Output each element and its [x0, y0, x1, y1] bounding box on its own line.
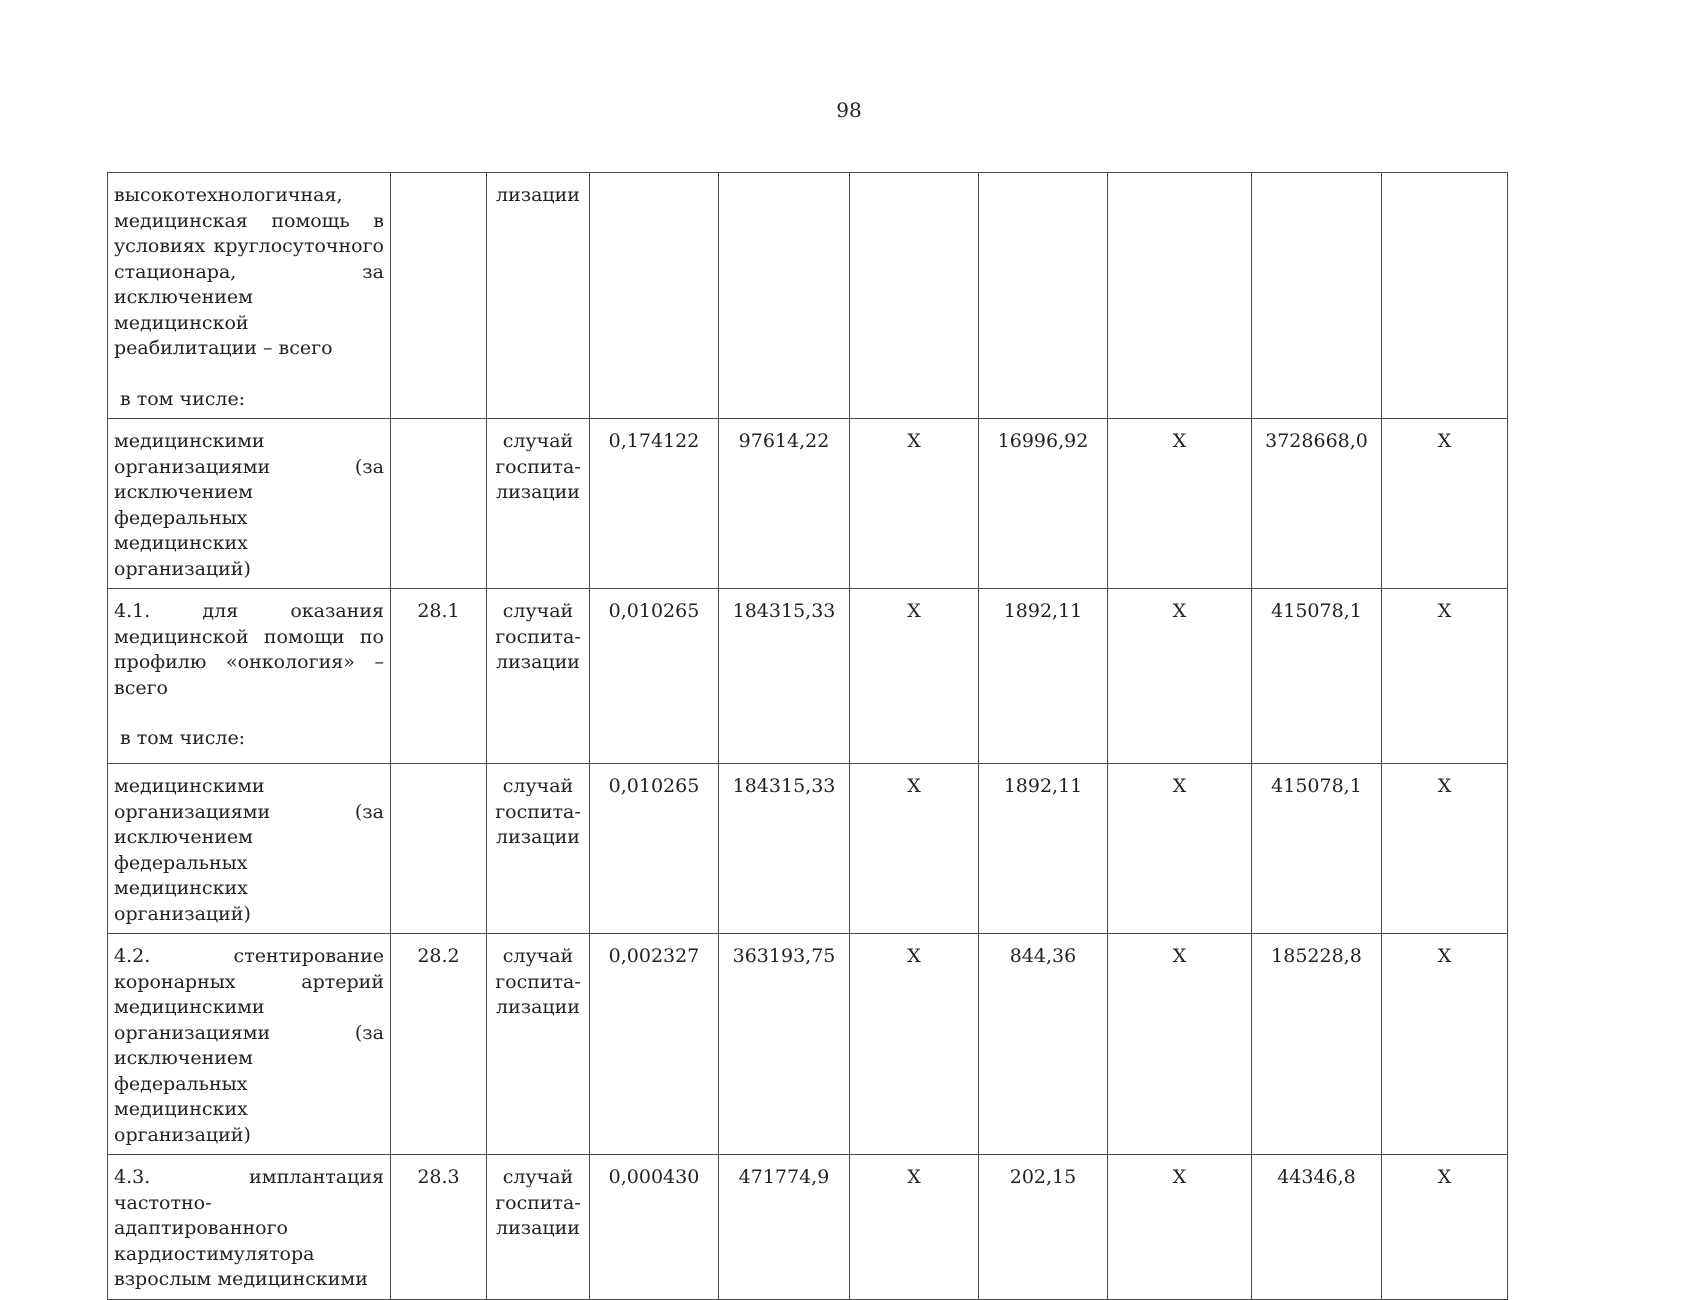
row-x1: Х: [850, 764, 979, 934]
row-value3: 844,36: [979, 934, 1108, 1155]
row-description: 4.1. для оказания медицинской помощи по профилю «онкология» – всего: [114, 600, 384, 699]
page-number: 98: [836, 98, 862, 122]
row-code: 28.1: [391, 589, 487, 764]
row-cost: 97614,22: [719, 419, 850, 589]
row-cost: 471774,9: [719, 1155, 850, 1300]
row-description-cell: [108, 764, 391, 934]
row-x3: Х: [1382, 764, 1508, 934]
row-code: [391, 173, 487, 419]
row-unit: случай госпита-лизации: [487, 589, 590, 764]
row-cost: [719, 173, 850, 419]
row-value3: 16996,92: [979, 419, 1108, 589]
row-x1: Х: [850, 589, 979, 764]
row-unit: лизации: [487, 173, 590, 419]
row-norm: 0,010265: [590, 764, 719, 934]
row-norm: 0,174122: [590, 419, 719, 589]
row-code: 28.2: [391, 934, 487, 1155]
row-x2: Х: [1108, 419, 1252, 589]
row-value3: 1892,11: [979, 764, 1108, 934]
row-total: [1252, 173, 1382, 419]
row-sub-label: в том числе:: [120, 387, 246, 410]
row-total: 185228,8: [1252, 934, 1382, 1155]
row-x3: Х: [1382, 1155, 1508, 1300]
row-x2: Х: [1108, 1155, 1252, 1300]
row-total: 3728668,0: [1252, 419, 1382, 589]
table-row: [108, 764, 1508, 934]
row-x2: [1108, 173, 1252, 419]
row-sub-label: в том числе:: [120, 727, 246, 749]
row-cost: 363193,75: [719, 934, 850, 1155]
table-row: [108, 589, 1508, 764]
row-total: 415078,1: [1252, 589, 1382, 764]
row-unit: случай госпита-лизации: [487, 934, 590, 1155]
row-norm: 0,000430: [590, 1155, 719, 1300]
row-unit: случай госпита-лизации: [487, 1155, 590, 1300]
row-description-cell: [108, 173, 391, 419]
row-value3: 1892,11: [979, 589, 1108, 764]
row-code: [391, 764, 487, 934]
row-description-cell: [108, 1155, 391, 1300]
row-norm: 0,002327: [590, 934, 719, 1155]
data-table: [107, 172, 1508, 1300]
row-x3: Х: [1382, 589, 1508, 764]
row-norm: [590, 173, 719, 419]
row-x2: Х: [1108, 589, 1252, 764]
row-code: [391, 419, 487, 589]
row-description: 4.2. стентирование коронарных артерий медицинскими организациями (за исключением федеральных медицинских организаций): [114, 945, 384, 1146]
table-row: [108, 173, 1508, 419]
row-description-cell: [108, 419, 391, 589]
row-x1: [850, 173, 979, 419]
row-value3: 202,15: [979, 1155, 1108, 1300]
row-x3: Х: [1382, 934, 1508, 1155]
row-norm: 0,010265: [590, 589, 719, 764]
row-description-cell: [108, 934, 391, 1155]
row-value3: [979, 173, 1108, 419]
table-row: [108, 1155, 1508, 1300]
row-unit: случай госпита-лизации: [487, 764, 590, 934]
row-x1: Х: [850, 1155, 979, 1300]
row-description: 4.3. имплантация частотно-адаптированного кардиостимулятора взрослым медицинскими: [114, 1166, 384, 1290]
row-x3: [1382, 173, 1508, 419]
row-unit: случай госпита-лизации: [487, 419, 590, 589]
row-x1: Х: [850, 419, 979, 589]
row-description-cell: [108, 589, 391, 764]
row-x3: Х: [1382, 419, 1508, 589]
table-row: [108, 934, 1508, 1155]
row-x1: Х: [850, 934, 979, 1155]
row-description: медицинскими организациями (за исключением федеральных медицинских организаций): [114, 430, 384, 580]
table-row: [108, 419, 1508, 589]
row-total: 44346,8: [1252, 1155, 1382, 1300]
row-total: 415078,1: [1252, 764, 1382, 934]
row-cost: 184315,33: [719, 764, 850, 934]
row-description: высокотехнологичная, медицинская помощь в условиях круглосуточного стационара, за исключением медицинской реабилитации – всего: [114, 184, 384, 359]
row-cost: 184315,33: [719, 589, 850, 764]
row-description: медицинскими организациями (за исключением федеральных медицинских организаций): [114, 775, 384, 925]
row-code: 28.3: [391, 1155, 487, 1300]
row-x2: Х: [1108, 764, 1252, 934]
row-x2: Х: [1108, 934, 1252, 1155]
